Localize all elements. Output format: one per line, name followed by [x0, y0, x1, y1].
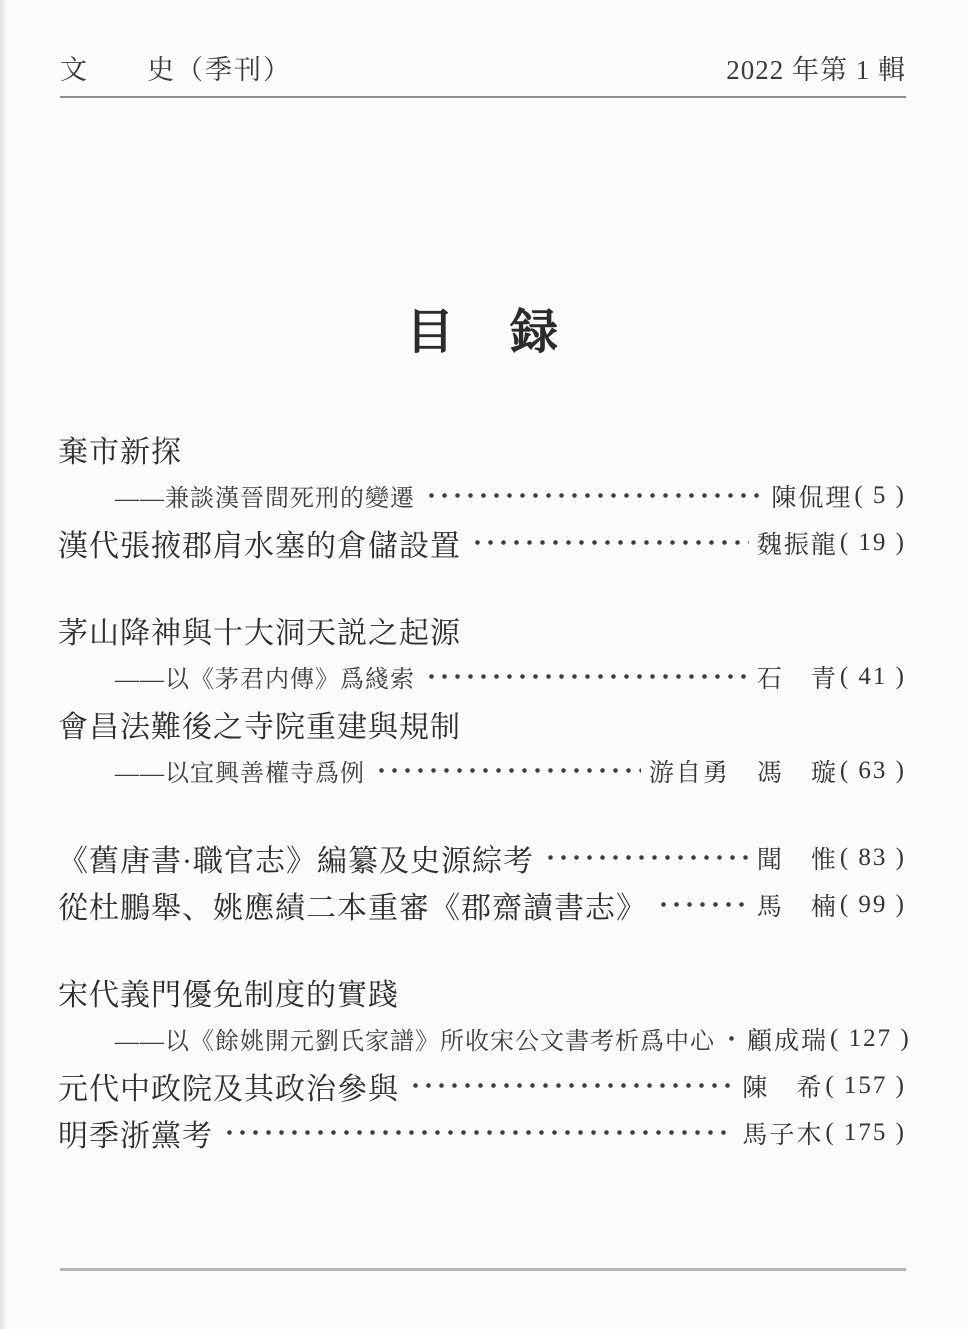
title-line — [58, 700, 906, 747]
article-author: 馬子木 — [742, 1121, 824, 1149]
article-author: 陳 希 — [742, 1074, 824, 1102]
article-author: 石 青 — [756, 665, 838, 693]
article-title: 《舊唐書·職官志》編纂及史源綜考 — [58, 844, 534, 878]
toc-entry — [58, 700, 906, 794]
article-subtitle: ——以宜興善權寺爲例 — [115, 761, 365, 787]
toc-entry — [58, 606, 906, 700]
title-line — [58, 425, 906, 472]
dot-leader — [405, 1062, 734, 1109]
dot-leader — [653, 881, 749, 928]
toc-entry — [58, 881, 906, 928]
toc-entry — [58, 519, 906, 566]
article-author: 魏振龍 — [756, 531, 838, 559]
article-page: ( 63 ) — [839, 756, 906, 784]
dot-leader — [421, 472, 763, 519]
article-page: ( 99 ) — [839, 890, 906, 918]
article-title: 會昌法難後之寺院重建與規制 — [58, 710, 461, 744]
title-line — [58, 968, 906, 1015]
toc-title: 目 録 — [405, 306, 562, 359]
article-title: 棄市新探 — [58, 435, 182, 469]
article-author: 馬 楠 — [756, 893, 838, 921]
article-page: ( 19 ) — [839, 528, 906, 556]
article-subtitle: ——以《茅君内傳》爲綫索 — [115, 667, 415, 693]
article-page: ( 5 ) — [854, 481, 906, 509]
page-header — [60, 48, 906, 98]
article-page: ( 83 ) — [839, 843, 906, 871]
toc-entry — [58, 1062, 906, 1109]
article-page: ( 175 ) — [825, 1118, 906, 1146]
dot-leader — [371, 747, 641, 794]
subtitle-line — [58, 653, 906, 700]
toc-group — [58, 834, 906, 928]
article-author: 陳侃理 — [771, 484, 853, 512]
toc-group — [58, 968, 911, 1156]
dot-leader — [467, 519, 749, 566]
toc-group — [58, 425, 906, 566]
toc-entry — [58, 968, 911, 1062]
toc-list — [58, 425, 911, 1156]
subtitle-line — [58, 747, 906, 794]
article-subtitle: ——兼談漢晉間死刑的變遷 — [115, 486, 415, 512]
article-author: 游自勇 馮 璇 — [648, 759, 838, 787]
journal-title: 文 史（季刊） — [60, 55, 292, 85]
title-line — [58, 881, 906, 928]
article-title: 從杜鵬舉、姚應績二本重審《郡齋讀書志》 — [58, 891, 647, 925]
subtitle-line — [58, 472, 906, 519]
article-subtitle: ——以《餘姚開元劉氏家譜》所收宋公文書考析爲中心 — [115, 1029, 715, 1055]
toc-entry — [58, 834, 906, 881]
article-title: 宋代義門優免制度的實踐 — [58, 978, 399, 1012]
article-title: 明季浙黨考 — [58, 1119, 213, 1153]
bottom-rule — [60, 1268, 906, 1271]
article-page: ( 157 ) — [825, 1071, 906, 1099]
title-line — [58, 1062, 906, 1109]
toc-group — [58, 606, 906, 794]
dot-leader — [421, 653, 749, 700]
scan-edge-shadow — [0, 0, 8, 1329]
article-title: 茅山降神與十大洞天説之起源 — [58, 616, 461, 650]
article-page: ( 127 ) — [830, 1024, 911, 1052]
article-page: ( 41 ) — [839, 662, 906, 690]
issue-label: 2022 年第 1 輯 — [726, 55, 906, 85]
article-author: 顧成瑞 — [747, 1027, 829, 1055]
title-line — [58, 519, 906, 566]
dot-leader — [721, 1015, 739, 1062]
toc-entry — [58, 425, 906, 519]
dot-leader — [540, 834, 749, 881]
subtitle-line — [58, 1015, 911, 1062]
title-line — [58, 1109, 906, 1156]
title-line — [58, 834, 906, 881]
toc-entry — [58, 1109, 906, 1156]
article-title: 元代中政院及其政治參與 — [58, 1072, 399, 1106]
article-author: 聞 惟 — [756, 846, 838, 874]
article-title: 漢代張掖郡肩水塞的倉儲設置 — [58, 529, 461, 563]
title-line — [58, 606, 906, 653]
dot-leader — [219, 1109, 734, 1156]
